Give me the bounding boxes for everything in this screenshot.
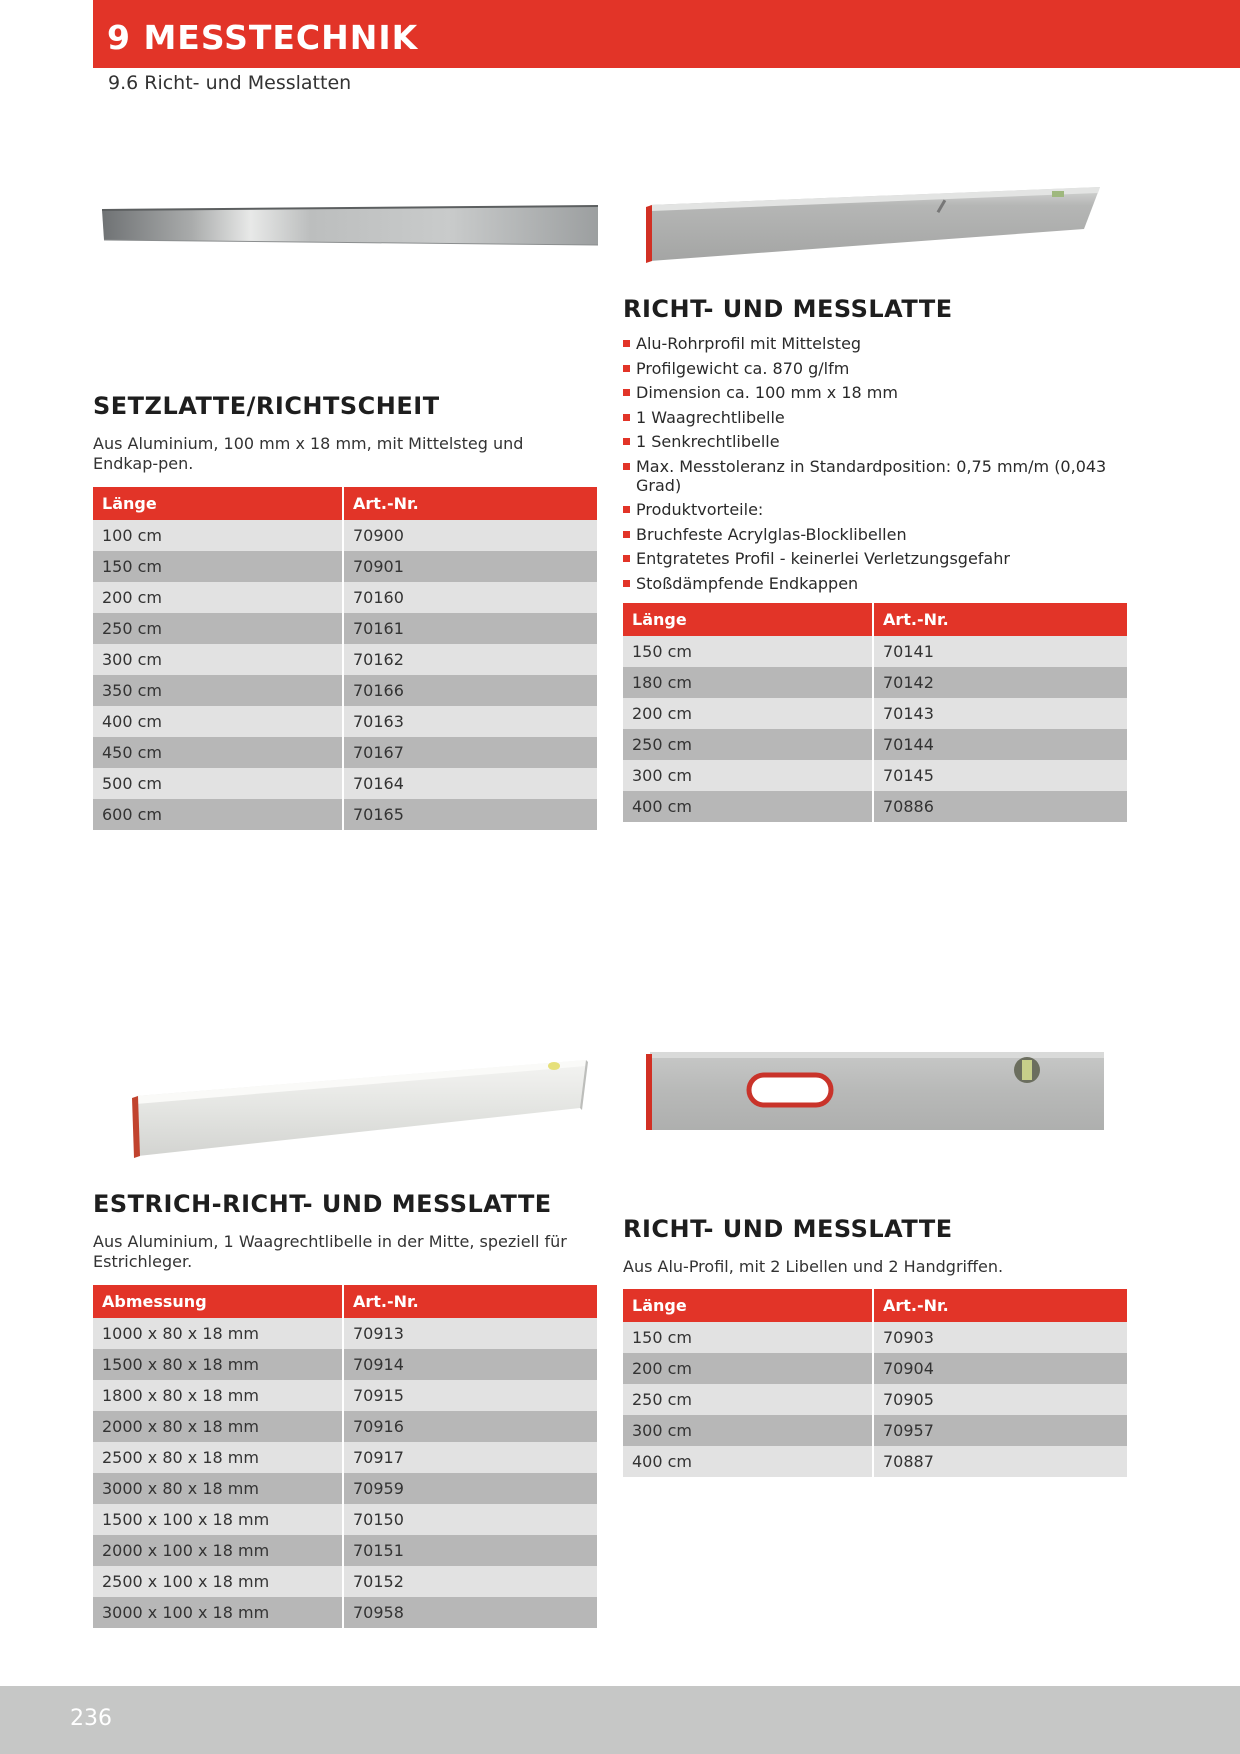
estrich-title: ESTRICH-RICHT- UND MESSLATTE [93,1190,552,1218]
richtlatte-table [623,603,1127,822]
article-number-cell: 70886 [874,791,1127,822]
article-number-cell: 70141 [874,636,1127,667]
table-row [93,520,597,551]
article-number-cell: 70166 [344,675,597,706]
table-row [623,729,1127,760]
article-number-cell: 70916 [344,1411,597,1442]
estrich-table [93,1285,597,1628]
table-row [93,706,597,737]
table-row [623,1322,1127,1353]
table-row [93,582,597,613]
section-subtitle: 9.6 Richt- und Messlatten [108,72,352,94]
estrich-latte-image [128,1052,590,1160]
setzlatte-table [93,487,597,830]
length-cell: 500 cm [93,768,344,799]
dimension-cell: 1000 x 80 x 18 mm [93,1318,344,1349]
article-number-cell: 70161 [344,613,597,644]
table-row [93,1349,597,1380]
table-row [93,1442,597,1473]
column-header: Art.-Nr. [874,1289,1127,1322]
richtlatte-section [623,295,1127,822]
dimension-cell: 3000 x 80 x 18 mm [93,1473,344,1504]
column-header: Abmessung [93,1285,344,1318]
length-cell: 200 cm [623,1353,874,1384]
header-bar [93,0,1240,68]
feature-item: Max. Messtoleranz in Standardposition: 0,75 mm/m (0,043 Grad) [623,457,1127,495]
length-cell: 150 cm [93,551,344,582]
length-cell: 150 cm [623,1322,874,1353]
length-cell: 250 cm [623,729,874,760]
handgriff-table [623,1289,1127,1477]
article-number-cell: 70165 [344,799,597,830]
dimension-cell: 2500 x 100 x 18 mm [93,1566,344,1597]
table-header-row [93,487,597,520]
article-number-cell: 70905 [874,1384,1127,1415]
length-cell: 150 cm [623,636,874,667]
length-cell: 350 cm [93,675,344,706]
table-row [93,1566,597,1597]
article-number-cell: 70901 [344,551,597,582]
length-cell: 300 cm [93,644,344,675]
table-row [93,551,597,582]
length-cell: 300 cm [623,760,874,791]
article-number-cell: 70152 [344,1566,597,1597]
length-cell: 450 cm [93,737,344,768]
footer-bar [0,1686,1240,1754]
length-cell: 250 cm [623,1384,874,1415]
table-row [623,698,1127,729]
table-row [623,1384,1127,1415]
dimension-cell: 2000 x 100 x 18 mm [93,1535,344,1566]
article-number-cell: 70915 [344,1380,597,1411]
table-row [623,1415,1127,1446]
column-header: Art.-Nr. [344,487,597,520]
table-row [93,675,597,706]
setzlatte-image [100,198,602,248]
table-row [93,1535,597,1566]
table-row [93,1380,597,1411]
length-cell: 100 cm [93,520,344,551]
article-number-cell: 70917 [344,1442,597,1473]
column-header: Art.-Nr. [344,1285,597,1318]
feature-item: Alu-Rohrprofil mit Mittelsteg [623,334,1127,353]
handgriff-title: RICHT- UND MESSLATTE [623,1215,953,1243]
article-number-cell: 70145 [874,760,1127,791]
article-number-cell: 70162 [344,644,597,675]
article-number-cell: 70900 [344,520,597,551]
article-number-cell: 70163 [344,706,597,737]
dimension-cell: 2500 x 80 x 18 mm [93,1442,344,1473]
article-number-cell: 70144 [874,729,1127,760]
article-number-cell: 70958 [344,1597,597,1628]
feature-item: 1 Senkrechtlibelle [623,432,1127,451]
article-number-cell: 70150 [344,1504,597,1535]
table-header-row [93,1285,597,1318]
table-header-row [623,603,1127,636]
table-row [93,737,597,768]
feature-list [623,334,1127,593]
length-cell: 180 cm [623,667,874,698]
article-number-cell: 70143 [874,698,1127,729]
richtlatte-image [644,183,1104,265]
table-row [93,1473,597,1504]
length-cell: 400 cm [93,706,344,737]
feature-item: Profilgewicht ca. 870 g/lfm [623,359,1127,378]
feature-item: Bruchfeste Acrylglas-Blocklibellen [623,525,1127,544]
article-number-cell: 70887 [874,1446,1127,1477]
length-cell: 300 cm [623,1415,874,1446]
length-cell: 200 cm [623,698,874,729]
feature-item: Produktvorteile: [623,500,1127,519]
table-row [93,768,597,799]
article-number-cell: 70160 [344,582,597,613]
setzlatte-description: Aus Aluminium, 100 mm x 18 mm, mit Mittelsteg und Endkap-pen. [93,434,524,473]
article-number-cell: 70913 [344,1318,597,1349]
dimension-cell: 1800 x 80 x 18 mm [93,1380,344,1411]
table-row [93,1504,597,1535]
table-row [623,667,1127,698]
table-row [623,791,1127,822]
column-header: Länge [623,1289,874,1322]
table-row [623,760,1127,791]
dimension-cell: 2000 x 80 x 18 mm [93,1411,344,1442]
dimension-cell: 1500 x 100 x 18 mm [93,1504,344,1535]
feature-item: Entgratetes Profil - keinerlei Verletzungsgefahr [623,549,1127,568]
table-row [623,636,1127,667]
table-header-row [623,1289,1127,1322]
article-number-cell: 70904 [874,1353,1127,1384]
article-number-cell: 70151 [344,1535,597,1566]
table-row [623,1446,1127,1477]
richtlatte-title: RICHT- UND MESSLATTE [623,295,953,323]
estrich-section [93,1190,597,1628]
table-row [93,1597,597,1628]
length-cell: 250 cm [93,613,344,644]
column-header: Länge [623,603,874,636]
table-row [93,799,597,830]
estrich-description: Aus Aluminium, 1 Waagrechtlibelle in der Mitte, speziell für Estrichleger. [93,1232,567,1271]
column-header: Länge [93,487,344,520]
chapter-title: 9 MESSTECHNIK [107,18,419,57]
article-number-cell: 70142 [874,667,1127,698]
column-header: Art.-Nr. [874,603,1127,636]
article-number-cell: 70957 [874,1415,1127,1446]
article-number-cell: 70914 [344,1349,597,1380]
setzlatte-title: SETZLATTE/RICHTSCHEIT [93,392,440,420]
length-cell: 600 cm [93,799,344,830]
length-cell: 400 cm [623,791,874,822]
length-cell: 400 cm [623,1446,874,1477]
page-number: 236 [70,1706,112,1731]
dimension-cell: 1500 x 80 x 18 mm [93,1349,344,1380]
table-row [93,1318,597,1349]
feature-item: Dimension ca. 100 mm x 18 mm [623,383,1127,402]
setzlatte-section [93,392,597,830]
feature-item: 1 Waagrechtlibelle [623,408,1127,427]
article-number-cell: 70164 [344,768,597,799]
table-row [93,613,597,644]
article-number-cell: 70167 [344,737,597,768]
length-cell: 200 cm [93,582,344,613]
table-row [623,1353,1127,1384]
table-row [93,644,597,675]
table-row [93,1411,597,1442]
article-number-cell: 70903 [874,1322,1127,1353]
article-number-cell: 70959 [344,1473,597,1504]
feature-item: Stoßdämpfende Endkappen [623,574,1127,593]
dimension-cell: 3000 x 100 x 18 mm [93,1597,344,1628]
handgriff-description: Aus Alu-Profil, mit 2 Libellen und 2 Handgriffen. [623,1257,1004,1276]
richtlatte-handgriff-image [646,1050,1108,1132]
handgriff-section [623,1215,1127,1477]
